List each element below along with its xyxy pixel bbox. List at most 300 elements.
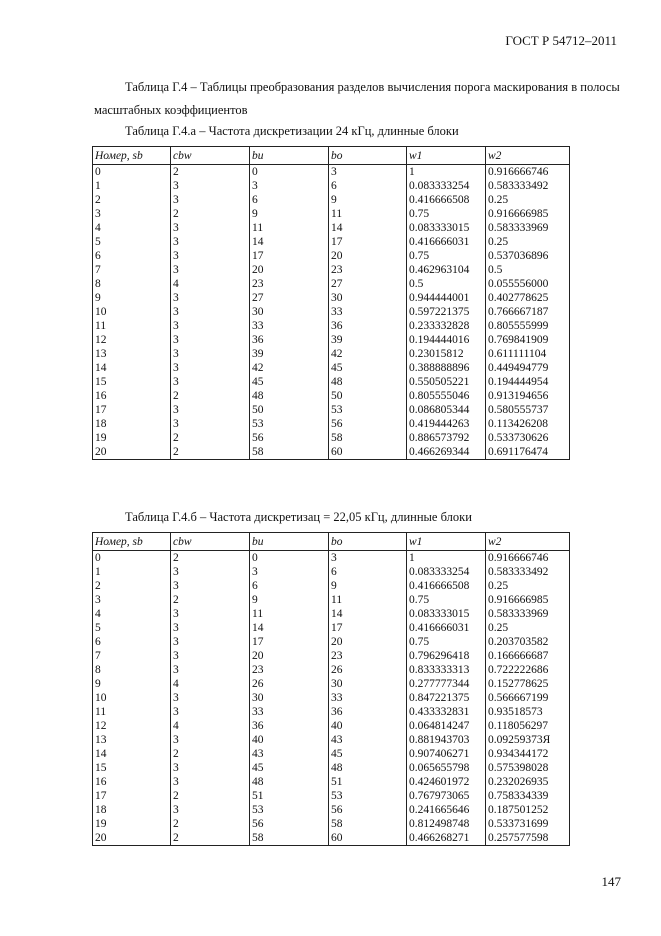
table-cell: 0.466268271 [407,831,486,846]
table-cell: 0.916666746 [486,551,570,566]
table-cell: 33 [329,691,407,705]
table-cell: 14 [329,607,407,621]
table-cell: 0.796296418 [407,649,486,663]
table-cell: 0.533731699 [486,817,570,831]
table-row [93,403,570,417]
table-cell: 27 [329,277,407,291]
table-cell: 0.913194656 [486,389,570,403]
table-cell: 3 [171,417,250,431]
table-cell: 20 [329,635,407,649]
table-cell: 2 [171,831,250,846]
table-cell: 8 [93,663,171,677]
table-1-header-row [93,147,570,165]
table-cell: 0.93518573 [486,705,570,719]
table-cell: 43 [250,747,329,761]
table-cell: 3 [171,263,250,277]
table-row [93,649,570,663]
table-cell: 23 [329,263,407,277]
table-cell: 0.416666031 [407,621,486,635]
table-row [93,719,570,733]
table-2-body [93,551,570,846]
table-cell: 0.691176474 [486,445,570,460]
table-cell: 0.75 [407,635,486,649]
table-cell: 0.203703582 [486,635,570,649]
table-cell: 50 [329,389,407,403]
table-cell: 14 [250,621,329,635]
table-row [93,361,570,375]
table-cell: 0.118056297 [486,719,570,733]
table-cell: 3 [171,635,250,649]
table-cell: 0.257577598 [486,831,570,846]
table-cell: 3 [171,347,250,361]
table-row [93,635,570,649]
table-cell: 8 [93,277,171,291]
table-cell: 6 [250,579,329,593]
table-cell: 17 [93,789,171,803]
table-cell: 0.388888896 [407,361,486,375]
table-row [93,193,570,207]
table-row [93,677,570,691]
table-cell: 6 [250,193,329,207]
table-cell: 10 [93,691,171,705]
table-cell: 48 [250,389,329,403]
table-cell: 0.766667187 [486,305,570,319]
table-cell: 9 [250,593,329,607]
table-cell: 4 [171,719,250,733]
table-cell: 3 [171,319,250,333]
table-cell: 18 [93,803,171,817]
table-row [93,733,570,747]
table-row [93,775,570,789]
column-header: w1 [407,533,486,551]
table-cell: 0.083333254 [407,179,486,193]
table-cell: 3 [171,235,250,249]
table-cell: 33 [329,305,407,319]
table-cell: 11 [93,705,171,719]
table-cell: 16 [93,775,171,789]
table-cell: 0.847221375 [407,691,486,705]
table-cell: 58 [250,831,329,846]
table-cell: 0.944444001 [407,291,486,305]
table-cell: 0.083333015 [407,221,486,235]
column-header: w2 [486,147,570,165]
table-cell: 0.812498748 [407,817,486,831]
table-cell: 20 [250,649,329,663]
table-cell: 0.916666746 [486,165,570,180]
table-cell: 43 [329,733,407,747]
table-cell: 0.416666031 [407,235,486,249]
table-cell: 58 [329,817,407,831]
table-cell: 0.232026935 [486,775,570,789]
table-cell: 0.611111104 [486,347,570,361]
table-row [93,305,570,319]
table-cell: 0.416666508 [407,579,486,593]
table-cell: 0.583333492 [486,565,570,579]
table-cell: 53 [329,403,407,417]
table-cell: 0.194444016 [407,333,486,347]
table-cell: 17 [329,621,407,635]
table-cell: 0.419444263 [407,417,486,431]
table-cell: 9 [93,291,171,305]
table-cell: 0.833333313 [407,663,486,677]
table-cell: 3 [171,333,250,347]
table-row [93,221,570,235]
table-row [93,607,570,621]
table-cell: 3 [171,249,250,263]
table-cell: 30 [250,691,329,705]
table-cell: 1 [407,551,486,566]
table-cell: 0.583333492 [486,179,570,193]
table-cell: 14 [250,235,329,249]
table-row [93,565,570,579]
table-cell: 0.916666985 [486,593,570,607]
table-cell: 0.241665646 [407,803,486,817]
table-row [93,333,570,347]
table-cell: 15 [93,375,171,389]
table-cell: 0.934344172 [486,747,570,761]
table-cell: 36 [329,319,407,333]
table-cell: 45 [250,375,329,389]
table-cell: 48 [329,761,407,775]
table-cell: 0 [250,165,329,180]
table-cell: 45 [250,761,329,775]
table-cell: 0.25 [486,235,570,249]
table-row [93,375,570,389]
table-cell: 0.550505221 [407,375,486,389]
table-cell: 36 [250,333,329,347]
table-row [93,789,570,803]
table-cell: 2 [171,445,250,460]
table-cell: 0.187501252 [486,803,570,817]
table-cell: 53 [250,803,329,817]
table-cell: 0.769841909 [486,333,570,347]
table-row [93,319,570,333]
table-cell: 0.113426208 [486,417,570,431]
table-cell: 0.23015812 [407,347,486,361]
table-cell: 14 [93,747,171,761]
table-cell: 60 [329,831,407,846]
table-cell: 0.533730626 [486,431,570,445]
table-cell: 13 [93,347,171,361]
table-2-header-row [93,533,570,551]
table-cell: 3 [93,207,171,221]
table-cell: 3 [171,361,250,375]
table-cell: 0.424601972 [407,775,486,789]
table-cell: 58 [329,431,407,445]
table-row [93,803,570,817]
page-number: 147 [601,874,621,889]
table-cell: 17 [250,635,329,649]
table-cell: 2 [171,165,250,180]
table-cell: 2 [171,551,250,566]
table-cell: 39 [329,333,407,347]
table-cell: 0.886573792 [407,431,486,445]
table-cell: 3 [171,179,250,193]
table-cell: 3 [329,551,407,566]
table-row [93,621,570,635]
table-cell: 0.75 [407,593,486,607]
table-cell: 3 [171,761,250,775]
table-row [93,389,570,403]
table-cell: 1 [407,165,486,180]
table-cell: 13 [93,733,171,747]
table-row [93,165,570,180]
table-cell: 5 [93,235,171,249]
table-cell: 4 [93,221,171,235]
table-cell: 20 [250,263,329,277]
table-cell: 0.575398028 [486,761,570,775]
table-cell: 23 [329,649,407,663]
table-cell: 3 [171,663,250,677]
column-header: bo [329,147,407,165]
table-cell: 11 [329,207,407,221]
table-cell: 0.449494779 [486,361,570,375]
table-cell: 7 [93,649,171,663]
table-row [93,831,570,846]
table-cell: 0.064814247 [407,719,486,733]
table-cell: 0.083333254 [407,565,486,579]
table-cell: 17 [93,403,171,417]
table-cell: 16 [93,389,171,403]
table-row [93,277,570,291]
table-cell: 3 [171,221,250,235]
table-1-title: Таблица Г.4.а – Частота дискретизации 24 кГц, длинные блоки [125,124,459,138]
table-cell: 0.462963104 [407,263,486,277]
table-cell: 5 [93,621,171,635]
table-cell: 0.466269344 [407,445,486,460]
table-cell: 0.25 [486,579,570,593]
table-cell: 33 [250,319,329,333]
table-cell: 0.767973065 [407,789,486,803]
table-cell: 2 [171,207,250,221]
table-row [93,235,570,249]
table-cell: 12 [93,333,171,347]
table-cell: 42 [250,361,329,375]
table-cell: 0.065655798 [407,761,486,775]
table-cell: 19 [93,431,171,445]
table-cell: 12 [93,719,171,733]
table-cell: 3 [171,193,250,207]
table-1 [92,146,570,460]
table-cell: 56 [329,417,407,431]
table-cell: 0 [93,551,171,566]
column-header: w1 [407,147,486,165]
table-cell: 3 [171,691,250,705]
table-cell: 53 [250,417,329,431]
table-cell: 45 [329,361,407,375]
table-row [93,579,570,593]
table-cell: 0.194444954 [486,375,570,389]
table-cell: 60 [329,445,407,460]
table-row [93,417,570,431]
table-cell: 3 [171,375,250,389]
table-cell: 18 [93,417,171,431]
table-cell: 0.25 [486,193,570,207]
table-row [93,551,570,566]
table-row [93,291,570,305]
table-cell: 17 [250,249,329,263]
table-cell: 11 [329,593,407,607]
table-row [93,663,570,677]
table-cell: 42 [329,347,407,361]
table-cell: 0.916666985 [486,207,570,221]
table-cell: 9 [329,579,407,593]
table-cell: 0.722222686 [486,663,570,677]
table-cell: 10 [93,305,171,319]
table-cell: 2 [171,789,250,803]
table-cell: 0.25 [486,621,570,635]
table-cell: 48 [250,775,329,789]
table-cell: 36 [329,705,407,719]
table-cell: 0.75 [407,249,486,263]
table-cell: 1 [93,565,171,579]
table-cell: 26 [250,677,329,691]
table-cell: 2 [171,389,250,403]
table-cell: 9 [93,677,171,691]
table-cell: 3 [171,565,250,579]
table-row [93,445,570,460]
table-cell: 39 [250,347,329,361]
table-cell: 0.758334339 [486,789,570,803]
table-cell: 56 [250,817,329,831]
table-2 [92,532,570,846]
table-cell: 19 [93,817,171,831]
table-cell: 0.537036896 [486,249,570,263]
table-cell: 4 [171,277,250,291]
table-cell: 0 [93,165,171,180]
table-cell: 11 [250,607,329,621]
column-header: bo [329,533,407,551]
table-cell: 14 [93,361,171,375]
table-cell: 3 [171,579,250,593]
table-cell: 6 [93,249,171,263]
table-cell: 0.166666687 [486,649,570,663]
table-cell: 50 [250,403,329,417]
table-cell: 0.583333969 [486,607,570,621]
table-cell: 3 [250,179,329,193]
table-row [93,691,570,705]
table-cell: 3 [171,305,250,319]
table-cell: 56 [329,803,407,817]
table-cell: 51 [250,789,329,803]
table-cell: 3 [250,565,329,579]
table-2-title: Таблица Г.4.б – Частота дискретизац = 22,05 кГц, длинные блоки [125,510,472,524]
document-code: ГОСТ Р 54712–2011 [505,33,617,48]
table-cell: 4 [171,677,250,691]
table-cell: 4 [93,607,171,621]
table-cell: 2 [93,579,171,593]
table-cell: 3 [171,775,250,789]
table-cell: 6 [329,179,407,193]
table-cell: 0.805555999 [486,319,570,333]
table-cell: 3 [171,607,250,621]
table-cell: 51 [329,775,407,789]
table-cell: 0.907406271 [407,747,486,761]
table-cell: 0.5 [486,263,570,277]
column-header: Номер, sb [93,147,171,165]
table-cell: 2 [171,747,250,761]
column-header: bu [250,533,329,551]
table-cell: 0.881943703 [407,733,486,747]
table-cell: 3 [93,593,171,607]
table-cell: 14 [329,221,407,235]
column-header: bu [250,147,329,165]
table-cell: 0.09259373Я [486,733,570,747]
table-cell: 0.5 [407,277,486,291]
table-cell: 6 [329,565,407,579]
table-cell: 40 [250,733,329,747]
column-header: cbw [171,147,250,165]
table-cell: 1 [93,179,171,193]
table-cell: 0.583333969 [486,221,570,235]
table-cell: 2 [171,431,250,445]
table-1-body [93,165,570,460]
table-row [93,179,570,193]
table-cell: 9 [250,207,329,221]
table-cell: 9 [329,193,407,207]
table-cell: 11 [93,319,171,333]
table-cell: 0 [250,551,329,566]
table-cell: 3 [171,733,250,747]
table-cell: 0.566667199 [486,691,570,705]
table-cell: 3 [171,803,250,817]
table-row [93,347,570,361]
table-cell: 30 [329,291,407,305]
table-cell: 23 [250,663,329,677]
table-cell: 0.055556000 [486,277,570,291]
table-cell: 6 [93,635,171,649]
table-cell: 20 [329,249,407,263]
column-header: w2 [486,533,570,551]
table-row [93,817,570,831]
table-row [93,747,570,761]
table-cell: 3 [171,403,250,417]
table-cell: 17 [329,235,407,249]
table-cell: 0.416666508 [407,193,486,207]
table-row [93,593,570,607]
table-row [93,761,570,775]
table-cell: 3 [171,291,250,305]
column-header: Номер, sb [93,533,171,551]
table-cell: 11 [250,221,329,235]
table-cell: 0.086805344 [407,403,486,417]
table-cell: 2 [171,593,250,607]
table-cell: 0.805555046 [407,389,486,403]
table-cell: 3 [171,705,250,719]
table-cell: 45 [329,747,407,761]
table-cell: 0.233332828 [407,319,486,333]
table-cell: 36 [250,719,329,733]
table-cell: 15 [93,761,171,775]
table-cell: 3 [329,165,407,180]
table-cell: 40 [329,719,407,733]
table-cell: 33 [250,705,329,719]
table-cell: 3 [171,621,250,635]
table-cell: 20 [93,831,171,846]
table-cell: 23 [250,277,329,291]
column-header: cbw [171,533,250,551]
table-row [93,263,570,277]
table-cell: 0.083333015 [407,607,486,621]
table-caption: Таблица Г.4 – Таблицы преобразования разделов вычисления порога маскирования в полосы масштабных коэффициентов [94,80,620,117]
table-cell: 2 [93,193,171,207]
table-cell: 0.277777344 [407,677,486,691]
table-cell: 0.75 [407,207,486,221]
table-cell: 20 [93,445,171,460]
table-row [93,249,570,263]
table-cell: 0.152778625 [486,677,570,691]
table-cell: 30 [329,677,407,691]
